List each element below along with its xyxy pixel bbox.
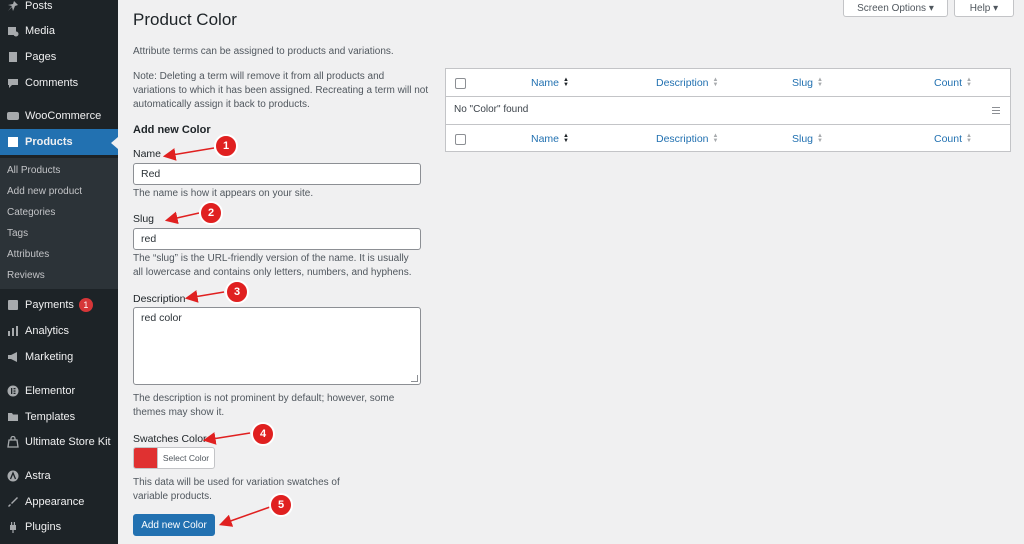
sidebar-item-label: Analytics — [25, 325, 70, 337]
description-help-line-1: The description is not prominent by default; however, some — [133, 393, 395, 404]
form-heading: Add new Color — [133, 124, 211, 136]
sort-icon: ▲ ▼ — [966, 77, 972, 88]
description-value: red color — [141, 312, 182, 324]
select-color-button[interactable]: Select Color — [157, 448, 214, 468]
column-header-slug[interactable]: Slug ▲ ▼ — [792, 77, 823, 89]
arrow-1 — [166, 148, 214, 156]
sidebar-item-label: WooCommerce — [25, 110, 102, 122]
sort-icon: ▲ ▼ — [563, 77, 569, 88]
swatches-color-label: Swatches Color — [133, 433, 207, 445]
add-new-color-button[interactable]: Add new Color — [133, 514, 215, 536]
description-help-line-2: themes may show it. — [133, 407, 225, 418]
screen-options-button[interactable]: Screen Options ▾ — [843, 0, 948, 17]
caret-down-icon: ▾ — [993, 2, 999, 14]
intro-text: Attribute terms can be assigned to products and variations. — [133, 46, 394, 57]
arrow-5 — [222, 507, 270, 524]
sort-icon: ▲ ▼ — [966, 133, 972, 144]
sidebar-item-label: Astra — [25, 470, 51, 482]
sidebar-item-label: Ultimate Store Kit — [25, 436, 111, 448]
payments-badge: 1 — [79, 298, 93, 312]
callout-3: 3 — [225, 280, 249, 304]
arrow-3 — [188, 292, 224, 298]
arrow-2 — [168, 213, 199, 220]
arrow-4 — [206, 433, 250, 440]
column-header-name[interactable]: Name ▲ ▼ — [531, 77, 569, 89]
help-button[interactable]: Help ▾ — [954, 0, 1014, 17]
name-label: Name — [133, 148, 162, 160]
sidebar-item-label: Marketing — [25, 351, 74, 363]
slug-label: Slug — [133, 213, 155, 225]
page-title: Product Color — [133, 10, 237, 29]
column-footer-count[interactable]: Count ▲ ▼ — [934, 133, 972, 145]
sidebar-item-label: Comments — [25, 77, 79, 89]
column-header-count[interactable]: Count ▲ ▼ — [934, 77, 972, 89]
name-input[interactable]: Red — [133, 163, 421, 185]
sidebar-item-label: Payments — [25, 299, 74, 311]
submenu-all-products[interactable]: All Products — [7, 165, 61, 176]
submenu-tags[interactable]: Tags — [7, 228, 29, 239]
callout-5: 5 — [269, 493, 293, 517]
submenu-reviews[interactable]: Reviews — [7, 270, 45, 281]
sort-icon: ▲ ▼ — [712, 133, 719, 144]
column-footer-description[interactable]: Description ▲ ▼ — [656, 133, 719, 145]
callout-2: 2 — [199, 201, 223, 225]
sidebar-item-label: Pages — [25, 51, 57, 63]
callout-1: 1 — [214, 134, 238, 158]
slug-input[interactable]: red — [133, 228, 421, 250]
column-header-description[interactable]: Description ▲ ▼ — [656, 77, 719, 89]
swatch-help-line-1: This data will be used for variation swatches of — [133, 477, 340, 488]
name-help: The name is how it appears on your site. — [133, 188, 314, 199]
sort-icon: ▲ ▼ — [817, 77, 823, 88]
sidebar-item-label: Appearance — [25, 496, 85, 508]
sidebar-item-label: Products — [25, 136, 73, 148]
submenu-attributes[interactable]: Attributes — [7, 249, 50, 260]
sidebar-item-label: Templates — [25, 411, 76, 423]
swatch-help-line-2: variable products. — [133, 491, 212, 502]
sidebar-item-label: Plugins — [25, 521, 62, 533]
submenu-categories[interactable]: Categories — [7, 207, 56, 218]
sort-icon: ▲ ▼ — [563, 133, 569, 144]
caret-down-icon: ▾ — [928, 2, 934, 14]
column-footer-name[interactable]: Name ▲ ▼ — [531, 133, 569, 145]
sort-icon: ▲ ▼ — [817, 133, 823, 144]
note-line-3: automatically assign it back to products. — [133, 99, 310, 110]
slug-help-line-2: all lowercase and contains only letters, numbers, and hyphens. — [133, 267, 412, 278]
callout-4: 4 — [251, 422, 275, 446]
sidebar-item-label: Media — [25, 25, 55, 37]
note-line-1: Note: Deleting a term will remove it from all products and — [133, 71, 385, 82]
submenu-add-new-product[interactable]: Add new product — [7, 186, 83, 197]
sidebar-item-label: Elementor — [25, 385, 76, 397]
column-footer-slug[interactable]: Slug ▲ ▼ — [792, 133, 823, 145]
sidebar-item-label: Posts — [25, 0, 53, 12]
empty-message: No "Color" found — [454, 104, 529, 115]
slug-help-line-1: The “slug” is the URL-friendly version of the name. It is usually — [133, 253, 409, 264]
note-line-2: variations to which it has been assigned. Recreating a term will not — [133, 85, 429, 96]
sort-icon: ▲ ▼ — [712, 77, 719, 88]
description-label: Description — [133, 293, 186, 305]
